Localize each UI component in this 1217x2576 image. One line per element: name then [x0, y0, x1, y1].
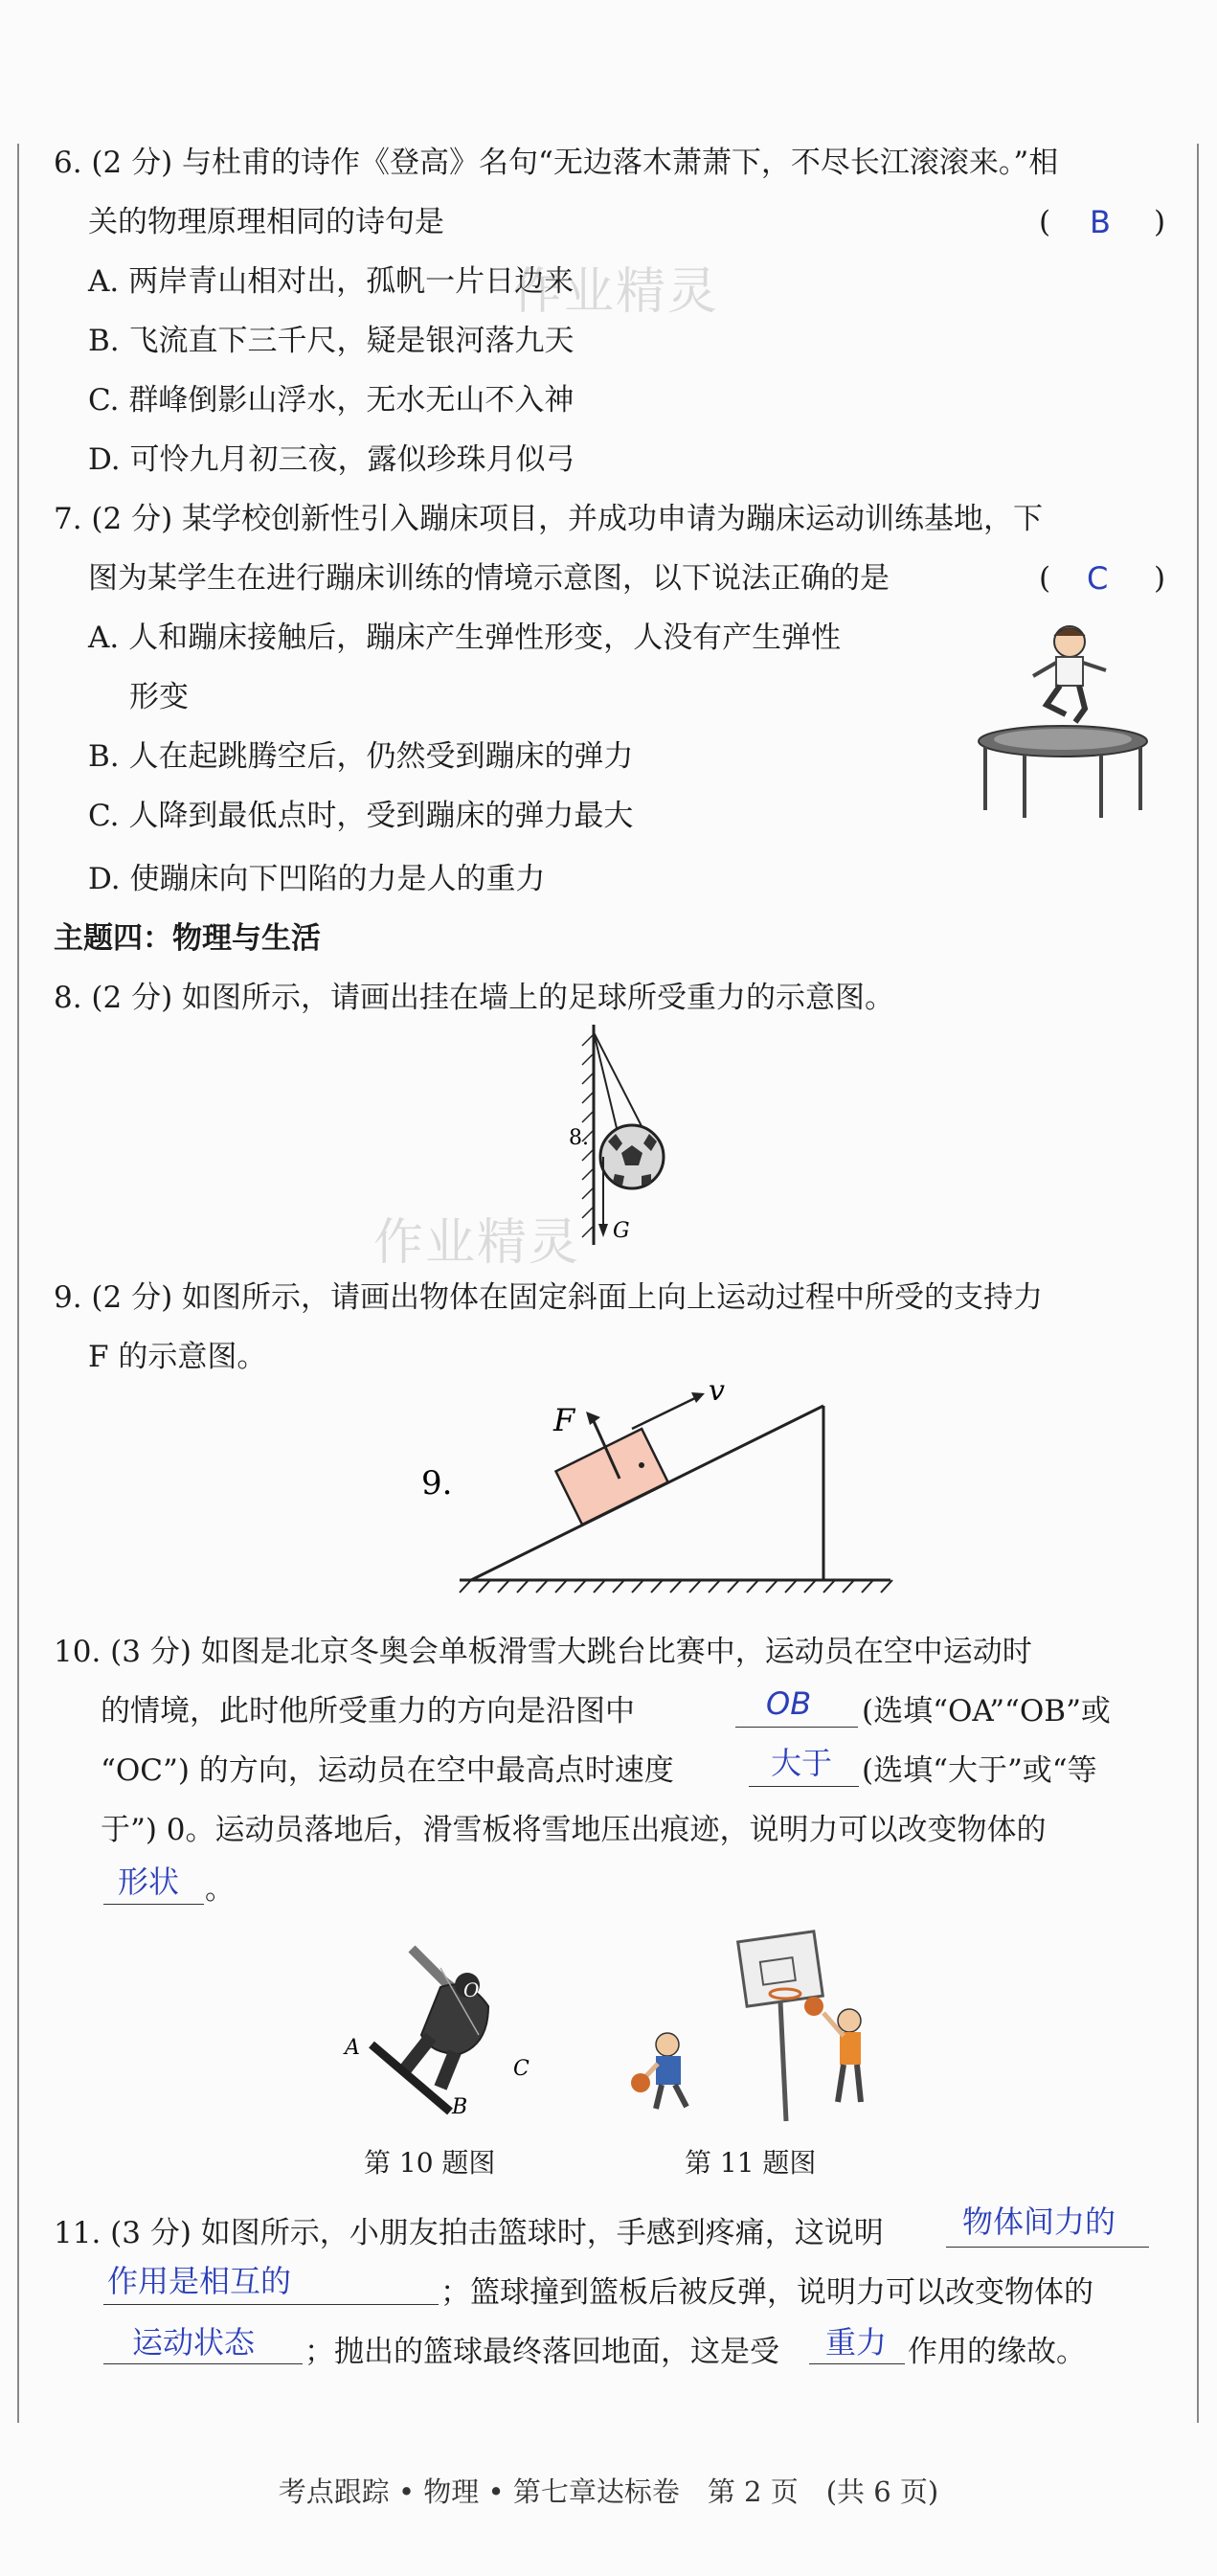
q10-blank-2	[749, 1786, 859, 1787]
right-margin-line	[1197, 144, 1199, 2423]
q10-stem-line3b: (选填“大于”或“等	[862, 1753, 1097, 1788]
q11-stem-line1a: 11. (3 分) 如图所示，小朋友拍击篮球时，手感到疼痛，这说明	[54, 2216, 884, 2250]
section-4-heading: 主题四：物理与生活	[54, 921, 321, 956]
q6-option-d: D. 可怜九月初三夜，露似珍珠月似弓	[88, 442, 575, 477]
q9-label-v: v	[709, 1374, 725, 1408]
q6-answer: B	[1090, 204, 1111, 240]
q7-option-c: C. 人降到最低点时，受到蹦床的弹力最大	[88, 799, 634, 833]
q11-blank-3	[809, 2363, 905, 2364]
q11-stem-line3a: ；抛出的篮球最终落回地面，这是受	[304, 2335, 779, 2369]
q8-stem: 8. (2 分) 如图所示，请画出挂在墙上的足球所受重力的示意图。	[54, 981, 895, 1015]
q8-figure-label-8: 8.	[569, 1126, 589, 1150]
q9-stem-line1: 9. (2 分) 如图所示，请画出物体在固定斜面上向上运动过程中所受的支持力	[54, 1280, 1044, 1315]
q7-answer: C	[1087, 560, 1109, 597]
q11-answer-2: 运动状态	[132, 2324, 256, 2361]
q10-answer-2: 大于	[771, 1745, 833, 1781]
figure-10-caption: 第 10 题图	[364, 2147, 496, 2179]
q10-stem-line3a: “OC”) 的方向，运动员在空中最高点时速度	[101, 1753, 674, 1788]
q6-stem-line2: 关的物理原理相同的诗句是	[88, 205, 444, 239]
q11-answer-1b: 作用是相互的	[107, 2263, 292, 2299]
q10-figure-label-b: B	[452, 2095, 468, 2119]
q11-blank-2	[103, 2363, 303, 2364]
q11-blank-1a	[946, 2247, 1149, 2248]
q7-option-b: B. 人在起跳腾空后，仍然受到蹦床的弹力	[88, 739, 634, 774]
q9-stem-line2: F 的示意图。	[88, 1340, 267, 1374]
q10-blank-3	[103, 1904, 204, 1905]
q6-stem-line1: 6. (2 分) 与杜甫的诗作《登高》名句“无边落木萧萧下，不尽长江滚滚来。”相	[54, 146, 1059, 180]
q10-stem-line2b: (选填“OA”“OB”或	[862, 1694, 1111, 1729]
q6-right-paren: )	[1154, 205, 1166, 239]
q9-label-f: F	[553, 1402, 575, 1438]
q11-stem-line3b: 作用的缘故。	[908, 2335, 1086, 2369]
trampoline-figure	[972, 622, 1154, 824]
q7-right-paren: )	[1154, 561, 1166, 596]
q10-figure-label-c: C	[513, 2057, 530, 2081]
figure-11-caption: 第 11 题图	[685, 2147, 817, 2179]
q10-answer-3: 形状	[118, 1864, 180, 1900]
q6-left-paren: (	[1039, 205, 1051, 239]
q11-blank-1b	[103, 2304, 439, 2305]
incline-figure	[412, 1360, 910, 1599]
watermark-2: 作业精灵	[373, 1214, 581, 1272]
q10-figure-label-o: O	[463, 1978, 480, 2001]
watermark-1: 作业精灵	[512, 263, 720, 321]
q6-option-c: C. 群峰倒影山浮水，无水无山不入神	[88, 383, 575, 418]
q10-stem-line1: 10. (3 分) 如图是北京冬奥会单板滑雪大跳台比赛中，运动员在空中运动时	[54, 1635, 1032, 1669]
left-margin-line	[17, 144, 19, 2423]
q9-figure-number: 9.	[421, 1464, 453, 1503]
q7-option-d: D. 使蹦床向下凹陷的力是人的重力	[88, 862, 546, 896]
q7-stem-line2: 图为某学生在进行蹦床训练的情境示意图，以下说法正确的是	[88, 561, 890, 596]
page-footer: 考点跟踪 • 物理 • 第七章达标卷 第 2 页 (共 6 页)	[278, 2475, 939, 2508]
q10-stem-line5: 。	[205, 1872, 235, 1907]
snowboarder-figure	[345, 1930, 536, 2121]
q11-stem-line2: ；篮球撞到篮板后被反弹，说明力可以改变物体的	[440, 2275, 1093, 2310]
q6-option-a: A. 两岸青山相对出，孤帆一片日边来	[88, 264, 575, 299]
q11-answer-3: 重力	[825, 2324, 888, 2361]
basketball-figure	[627, 1925, 886, 2131]
q7-left-paren: (	[1039, 561, 1051, 596]
q10-stem-line4: 于”) 0。运动员落地后，滑雪板将雪地压出痕迹，说明力可以改变物体的	[101, 1813, 1047, 1847]
q10-blank-1	[735, 1727, 858, 1728]
q11-answer-1a: 物体间力的	[962, 2203, 1116, 2240]
q10-figure-label-a: A	[345, 2036, 360, 2060]
q7-option-a-line2: 形变	[129, 680, 189, 714]
q6-option-b: B. 飞流直下三千尺，疑是银河落九天	[88, 324, 575, 358]
q10-stem-line2a: 的情境，此时他所受重力的方向是沿图中	[101, 1694, 635, 1729]
q8-label-g: G	[613, 1219, 630, 1243]
q10-answer-1: OB	[766, 1685, 812, 1722]
q7-option-a-line1: A. 人和蹦床接触后，蹦床产生弹性形变，人没有产生弹性	[88, 621, 842, 655]
q7-stem-line1: 7. (2 分) 某学校创新性引入蹦床项目，并成功申请为蹦床运动训练基地，下	[54, 502, 1044, 536]
